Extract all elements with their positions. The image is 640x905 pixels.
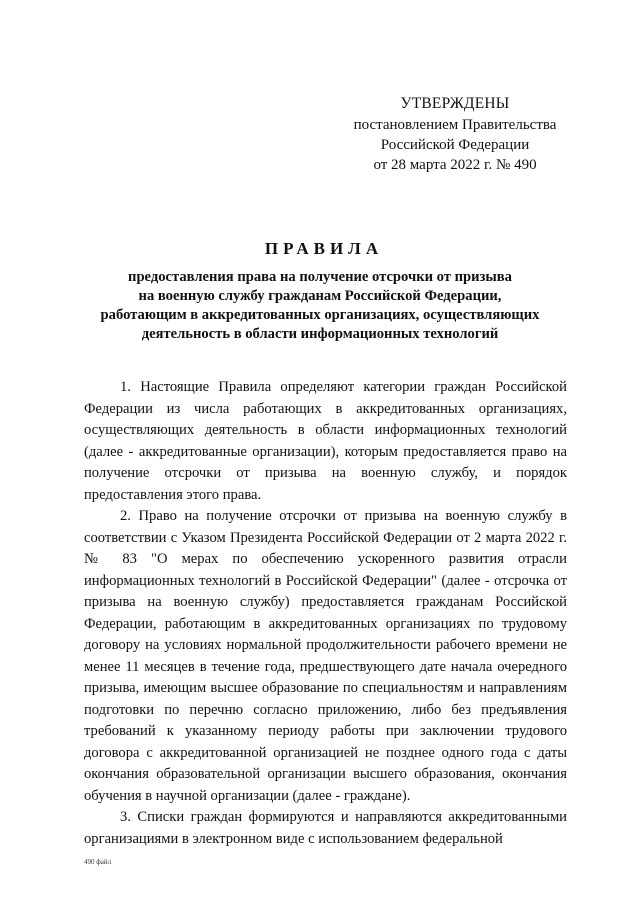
paragraph-1: 1. Настоящие Правила определяют категории граждан Российской Федерации из числа работающих в аккредитованных организациях, осуществляющих деятельность в области информационных технологий (далее - аккредитованные организации), которым предоставляется право на получение отсрочки от призыва на военную службу, и порядок предоставления этого права.: [84, 379, 567, 503]
paragraph-2: 2. Право на получение отсрочки от призыва на военную службу в соответствии с Указом Президента Российской Федерации от 2 марта 2022 г. № 83 "О мерах по обеспечению ускоренного развития отрасли информационных технологий в Российской Федерации" (далее - отсрочка от призыва на военную службу) предоставляется гражданам Российской Федерации, работающим в аккредитованных организациях по трудовому договору на условиях нормальной продолжительности рабочего времени не менее 11 месяцев в течение года, предшествующего дате начала очередного призыва, имеющим высшее образование по специальностям и направлениям подготовки по перечню согласно приложению, либо без предъявления требований к указанному периоду работы при заключении трудового договора с аккредитованной организацией не позднее одного года с даты окончания образовательной организации высшего образования, окончания обучения в научной организации (далее - граждане).: [84, 508, 567, 804]
footer-note: 490 файл: [84, 858, 112, 866]
document-subtitle: [90, 268, 550, 344]
paragraph-3: 3. Списки граждан формируются и направляются аккредитованными организациями в электронном виде с использованием федеральной: [84, 809, 567, 847]
approval-line-2: Российской Федерации: [380, 137, 530, 153]
subtitle-line-4: деятельность в области информационных технологий: [141, 326, 499, 342]
subtitle-line-3: работающим в аккредитованных организациях, осуществляющих: [100, 307, 540, 323]
subtitle-line-1: предоставления права на получение отсрочки от призыва: [128, 269, 512, 285]
approval-line-3: от 28 марта 2022 г. № 490: [373, 157, 537, 173]
document-title: ПРАВИЛА: [264, 239, 384, 258]
approval-line-1: постановлением Правительства: [353, 117, 557, 133]
approval-stamp: УТВЕРЖДЕНЫ: [400, 95, 510, 112]
subtitle-line-2: на военную службу гражданам Российской Федерации,: [138, 288, 502, 304]
approval-block: [330, 94, 580, 175]
document-body: [84, 377, 567, 850]
